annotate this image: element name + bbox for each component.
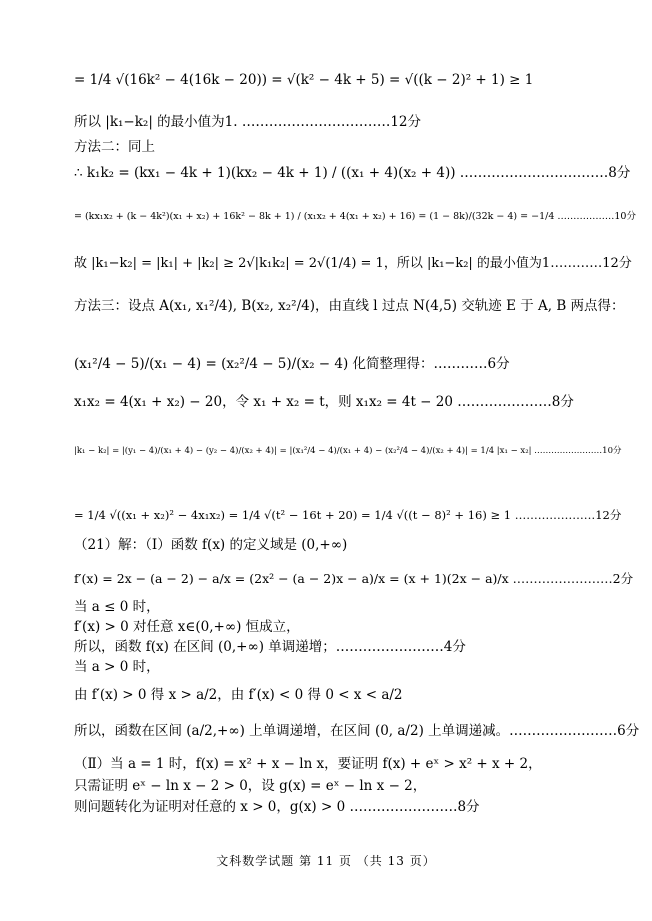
method-2-heading: 方法二：同上: [74, 139, 155, 155]
math-line-1: = 1/4 √(16k² − 4(16k − 20)) = √(k² − 4k + 5) = √((k − 2)² + 1) ≥ 1: [74, 72, 534, 88]
math-line-17: 当 a > 0 时，: [74, 659, 160, 675]
math-line-11: = 1/4 √((x₁ + x₂)² − 4x₁x₂) = 1/4 √(t² − 16t + 20) = 1/4 √((t − 8)² + 16) ≥ 1 …………………12分: [74, 508, 622, 522]
math-line-21: 只需证明 eˣ − ln x − 2 > 0，设 g(x) = eˣ − ln x − 2，: [74, 778, 427, 794]
math-line-19: 所以，函数在区间 (a/2,+∞) 上单调递增，在区间 (0, a/2) 上单调递减。……………………6分: [74, 723, 640, 739]
math-line-22: 则问题转化为证明对任意的 x > 0，g(x) > 0 ……………………8分: [74, 799, 480, 815]
math-line-6: 故 |k₁−k₂| = |k₁| + |k₂| ≥ 2√|k₁k₂| = 2√(1/4) = 1，所以 |k₁−k₂| 的最小值为1…………12分: [74, 256, 632, 271]
math-line-9: x₁x₂ = 4(x₁ + x₂) − 20，令 x₁ + x₂ = t，则 x₁x₂ = 4t − 20 …………………8分: [74, 394, 574, 410]
math-line-10: |k₁ − k₂| = |(y₁ − 4)/(x₁ + 4) − (y₂ − 4)/(x₂ + 4)| = |(x₁²/4 − 4)/(x₁ + 4) − (x₂²/4 − 4)/(x₂ + 4)| = 1/4 |x₁ − x₂| ……………………10分: [74, 446, 622, 456]
math-line-13: f′(x) = 2x − (a − 2) − a/x = (2x² − (a − 2)x − a)/x = (x + 1)(2x − a)/x ……………………2分: [74, 571, 634, 586]
math-line-5: = (kx₁x₂ + (k − 4k²)(x₁ + x₂) + 16k² − 8k + 1) / (x₁x₂ + 4(x₁ + x₂) + 16) = (1 − 8k)/(32k − 4) = −1/4 ………………10分: [74, 211, 636, 222]
math-line-18: 由 f′(x) > 0 得 x > a/2，由 f′(x) < 0 得 0 < x < a/2: [74, 687, 403, 703]
math-line-4: ∴ k₁k₂ = (kx₁ − 4k + 1)(kx₂ − 4k + 1) / ((x₁ + 4)(x₂ + 4)) ……………………………8分: [74, 165, 631, 181]
math-line-16: 所以，函数 f(x) 在区间 (0,+∞) 单调递增；……………………4分: [74, 639, 466, 655]
problem-21-heading: （21）解：（Ⅰ）函数 f(x) 的定义域是 (0,+∞): [74, 537, 348, 553]
math-line-2: 所以 |k₁−k₂| 的最小值为1. ……………………………12分: [74, 114, 422, 130]
math-line-14: 当 a ≤ 0 时，: [74, 599, 160, 615]
math-line-15: f′(x) > 0 对任意 x∈(0,+∞) 恒成立，: [74, 619, 300, 635]
method-3-heading: 方法三：设点 A(x₁, x₁²/4), B(x₂, x₂²/4)，由直线 l 过点 N(4,5) 交轨迹 E 于 A, B 两点得：: [74, 298, 625, 314]
math-line-8: (x₁²/4 − 5)/(x₁ − 4) = (x₂²/4 − 5)/(x₂ − 4) 化简整理得：…………6分: [74, 356, 510, 372]
page-footer: 文科数学试题 第 11 页 （共 13 页）: [216, 854, 436, 868]
part-2-heading: （Ⅱ）当 a = 1 时，f(x) = x² + x − ln x，要证明 f(x) + eˣ > x² + x + 2，: [74, 756, 542, 772]
